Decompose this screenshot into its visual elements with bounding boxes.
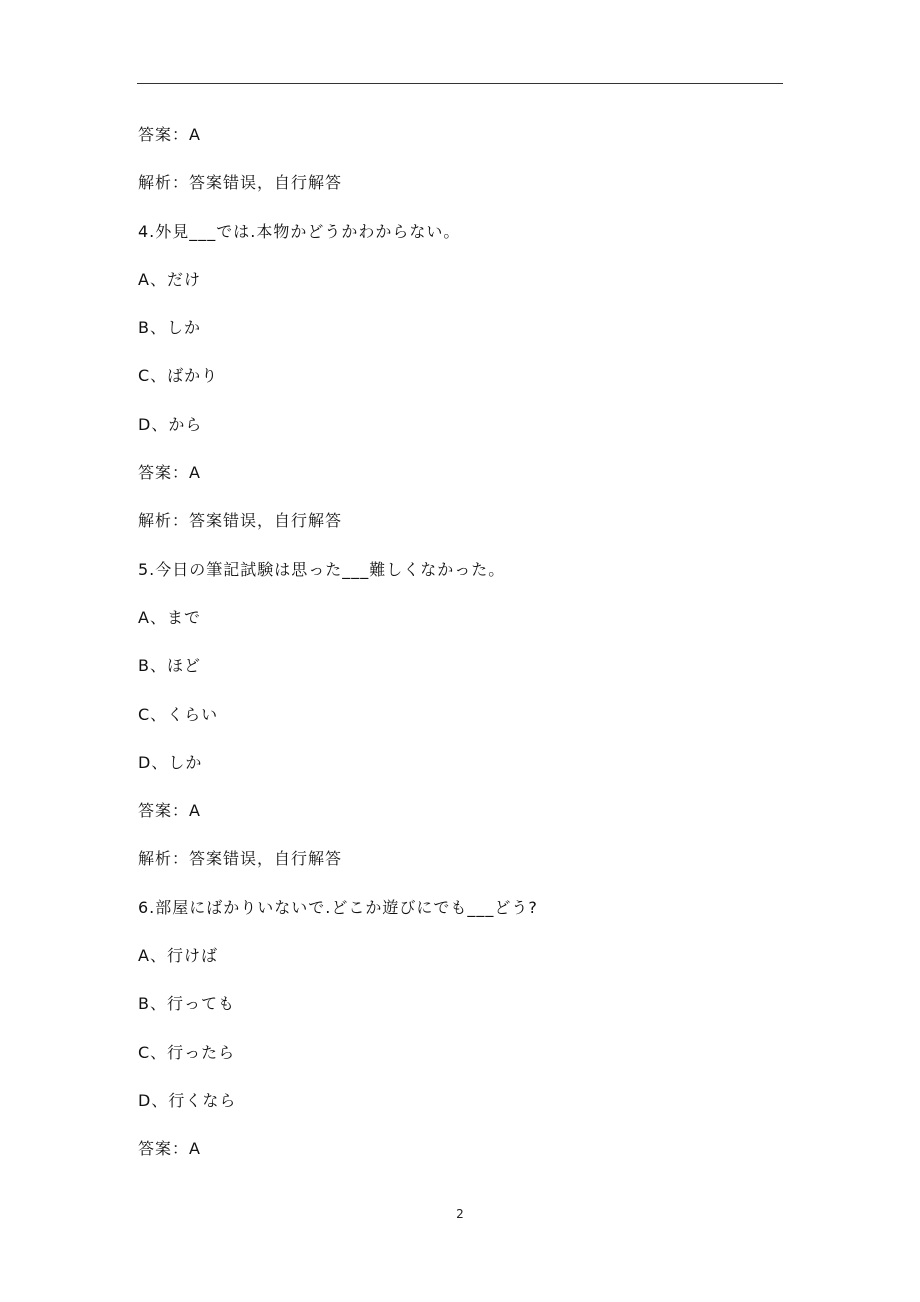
analysis-line: 解析：答案错误，自行解答	[138, 849, 343, 869]
option-a: A、だけ	[138, 269, 201, 289]
option-c: C、行ったら	[138, 1042, 236, 1062]
answer-line: 答案：A	[138, 801, 201, 821]
question-text: 5.今日の筆記試験は思った___難しくなかった。	[138, 559, 506, 579]
option-a: A、行けば	[138, 946, 218, 966]
answer-line: 答案：A	[138, 463, 201, 483]
analysis-line: 解析：答案错误，自行解答	[138, 173, 343, 193]
question-text: 6.部屋にばかりいないで.どこか遊びにでも___どう?	[138, 897, 538, 917]
option-b: B、しか	[138, 318, 201, 338]
option-d: D、から	[138, 414, 203, 434]
answer-line: 答案：A	[138, 1139, 201, 1159]
option-a: A、まで	[138, 607, 201, 627]
header-rule	[137, 83, 783, 84]
question-text: 4.外見___では.本物かどうかわからない。	[138, 221, 461, 241]
option-c: C、くらい	[138, 704, 219, 724]
document-body	[138, 118, 788, 1181]
analysis-line: 解析：答案错误，自行解答	[138, 511, 343, 531]
option-d: D、行くなら	[138, 1090, 237, 1110]
option-d: D、しか	[138, 752, 203, 772]
option-b: B、ほど	[138, 656, 201, 676]
answer-line: 答案：A	[138, 125, 201, 144]
page-number: 2	[456, 1207, 464, 1221]
option-b: B、行っても	[138, 994, 235, 1014]
option-c: C、ばかり	[138, 366, 219, 386]
